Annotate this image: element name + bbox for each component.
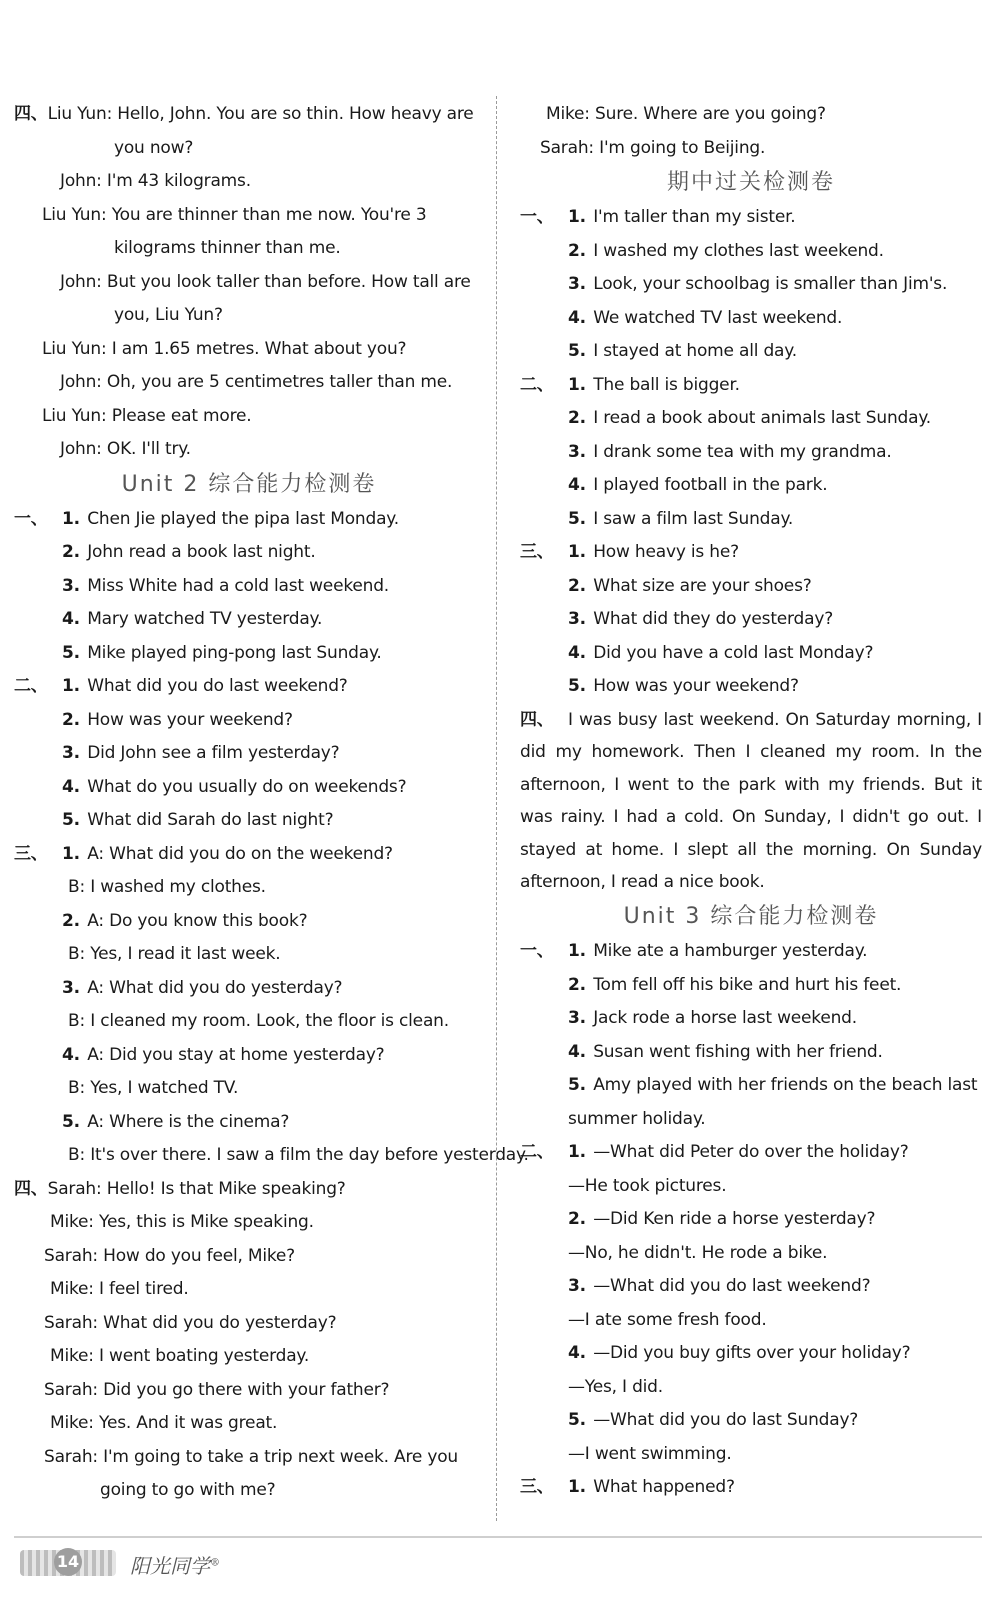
answer-text: you, Liu Yun? bbox=[114, 305, 223, 325]
answer-text: summer holiday. bbox=[568, 1108, 706, 1129]
speaker-label: Liu Yun: bbox=[42, 405, 107, 426]
answer-text: I'm 43 kilograms. bbox=[101, 171, 251, 191]
answer-text: What do you usually do on weekends? bbox=[87, 776, 407, 797]
continuation-line bbox=[520, 1438, 982, 1472]
question-number: 2. bbox=[568, 408, 586, 428]
continuation-line bbox=[520, 1304, 982, 1338]
answer-line bbox=[520, 1404, 982, 1438]
answer-text: How do you feel, Mike? bbox=[97, 1245, 295, 1266]
speaker-label: Sarah: bbox=[44, 1245, 98, 1266]
question-number: 2. bbox=[62, 709, 80, 730]
answer-line bbox=[520, 670, 982, 704]
answer-text: going to go with me? bbox=[100, 1480, 276, 1500]
answer-line bbox=[520, 603, 982, 637]
speaker-label: Mike: bbox=[546, 104, 590, 124]
answer-text: Hello, John. You are so thin. How heavy are bbox=[112, 104, 474, 124]
answer-text: Yes, this is Mike speaking. bbox=[93, 1212, 314, 1232]
section-number: 二、 bbox=[520, 1142, 554, 1163]
answer-text: —Did you buy gifts over your holiday? bbox=[593, 1343, 911, 1364]
answer-line bbox=[520, 637, 982, 671]
answer-text: —I ate some fresh food. bbox=[568, 1309, 767, 1330]
section-heading: 期中过关检测卷 bbox=[666, 170, 835, 195]
question-number: 2. bbox=[568, 1209, 586, 1230]
speaker-label: Liu Yun: bbox=[42, 204, 107, 225]
answer-line bbox=[520, 935, 982, 969]
section-number: 四、 bbox=[14, 104, 48, 124]
question-number: 2. bbox=[568, 240, 586, 261]
answer-text: Hello! Is that Mike speaking? bbox=[101, 1178, 346, 1199]
answer-paragraph bbox=[520, 704, 982, 900]
answer-text: B: Yes, I watched TV. bbox=[68, 1078, 239, 1098]
speaker-label: John: bbox=[60, 171, 102, 191]
answer-line bbox=[14, 737, 484, 771]
answer-text: Tom fell off his bike and hurt his feet. bbox=[593, 974, 902, 995]
answer-line bbox=[520, 1270, 982, 1304]
answer-line bbox=[520, 1036, 982, 1070]
answer-text: Did John see a film yesterday? bbox=[87, 743, 340, 763]
question-number: 4. bbox=[568, 475, 586, 495]
answer-text: Did you go there with your father? bbox=[97, 1379, 390, 1400]
answer-line bbox=[14, 1441, 484, 1475]
answer-line bbox=[520, 335, 982, 369]
answer-line bbox=[14, 1039, 484, 1073]
question-number: 5. bbox=[62, 642, 80, 663]
question-number: 4. bbox=[62, 776, 80, 797]
speaker-label: Sarah: bbox=[44, 1312, 98, 1333]
answer-text: I'm going to take a trip next week. Are you bbox=[97, 1446, 458, 1467]
footer-rule bbox=[14, 1536, 982, 1538]
answer-text: What happened? bbox=[593, 1477, 735, 1498]
continuation-line bbox=[520, 1371, 982, 1405]
answer-line bbox=[520, 1471, 982, 1505]
answer-text: I'm taller than my sister. bbox=[593, 207, 796, 227]
answer-text: I drank some tea with my grandma. bbox=[593, 441, 892, 462]
question-number: 1. bbox=[62, 508, 80, 529]
answer-text: Mike ate a hamburger yesterday. bbox=[593, 941, 868, 962]
question-number: 1. bbox=[568, 542, 586, 562]
answer-line bbox=[14, 1273, 484, 1307]
question-number: 3. bbox=[568, 441, 586, 462]
question-number: 3. bbox=[568, 274, 586, 294]
answer-text: Mary watched TV yesterday. bbox=[87, 609, 323, 629]
speaker-label: Liu Yun: bbox=[42, 338, 107, 359]
answer-text: I read a book about animals last Sunday. bbox=[593, 408, 931, 428]
section-number: 三、 bbox=[520, 542, 554, 562]
answer-text: A: Did you stay at home yesterday? bbox=[87, 1044, 385, 1065]
answer-line bbox=[14, 771, 484, 805]
question-number: 5. bbox=[568, 341, 586, 361]
continuation-line bbox=[14, 938, 484, 972]
brand-name: 阳光同学 bbox=[130, 1554, 210, 1578]
section-heading: Unit 3 综合能力检测卷 bbox=[623, 904, 879, 930]
speaker-label: Sarah: bbox=[540, 137, 594, 158]
answer-text: I feel tired. bbox=[93, 1279, 189, 1299]
answer-text: B: I cleaned my room. Look, the floor is clean. bbox=[68, 1011, 449, 1031]
question-number: 3. bbox=[62, 977, 80, 998]
page-number: 14 bbox=[54, 1548, 82, 1576]
answer-line bbox=[520, 302, 982, 336]
section-number: 三、 bbox=[14, 843, 48, 864]
answer-line bbox=[14, 333, 484, 367]
page-number-badge bbox=[20, 1550, 116, 1576]
question-number: 2. bbox=[568, 974, 586, 995]
answer-line bbox=[520, 201, 982, 235]
question-number: 1. bbox=[568, 1477, 586, 1498]
continuation-line bbox=[14, 232, 484, 266]
answer-text: How heavy is he? bbox=[593, 542, 739, 562]
speaker-label: Sarah: bbox=[44, 1379, 98, 1400]
answer-line bbox=[520, 1337, 982, 1371]
answer-text: How was your weekend? bbox=[593, 676, 799, 696]
question-number: 3. bbox=[568, 1008, 586, 1029]
answer-line bbox=[520, 469, 982, 503]
answer-text: Please eat more. bbox=[106, 405, 252, 426]
section-number: 三、 bbox=[520, 1477, 554, 1498]
speaker-label: Mike: bbox=[50, 1212, 94, 1232]
answer-text: —What did you do last Sunday? bbox=[593, 1410, 859, 1431]
answer-text: —He took pictures. bbox=[568, 1175, 727, 1196]
answer-line bbox=[14, 1106, 484, 1140]
answer-text: I stayed at home all day. bbox=[593, 341, 797, 361]
answer-line bbox=[520, 1136, 982, 1170]
answer-line bbox=[14, 1307, 484, 1341]
answer-text: B: Yes, I read it last week. bbox=[68, 944, 281, 964]
question-number: 3. bbox=[62, 575, 80, 596]
answer-line bbox=[14, 1340, 484, 1374]
answer-text: The ball is bigger. bbox=[593, 374, 740, 395]
question-number: 2. bbox=[62, 910, 80, 931]
answer-line bbox=[14, 165, 484, 199]
answer-text: How was your weekend? bbox=[87, 709, 293, 730]
question-number: 5. bbox=[568, 508, 586, 529]
answer-text: A: Do you know this book? bbox=[87, 910, 308, 931]
left-column bbox=[14, 98, 529, 1508]
answer-text: B: I washed my clothes. bbox=[68, 877, 266, 897]
question-number: 4. bbox=[568, 642, 586, 663]
answer-text: I am 1.65 metres. What about you? bbox=[106, 338, 407, 359]
answer-text: —Yes, I did. bbox=[568, 1376, 663, 1397]
answer-text: I went boating yesterday. bbox=[93, 1346, 310, 1366]
answer-line bbox=[520, 536, 982, 570]
answer-text: You are thinner than me now. You're 3 bbox=[106, 204, 427, 225]
answer-text: A: What did you do on the weekend? bbox=[87, 843, 393, 864]
answer-line bbox=[14, 1374, 484, 1408]
answer-text: What size are your shoes? bbox=[593, 575, 812, 596]
page-footer bbox=[0, 1528, 996, 1588]
section-number: 四、 bbox=[520, 709, 554, 730]
answer-line bbox=[520, 369, 982, 403]
answer-line bbox=[14, 637, 484, 671]
answer-text: kilograms thinner than me. bbox=[114, 238, 341, 258]
answer-text: A: Where is the cinema? bbox=[87, 1111, 290, 1132]
question-number: 5. bbox=[568, 1410, 586, 1431]
answer-line bbox=[520, 503, 982, 537]
question-number: 1. bbox=[568, 374, 586, 395]
speaker-label: John: bbox=[60, 271, 102, 292]
question-number: 3. bbox=[62, 743, 80, 763]
answer-line bbox=[14, 98, 484, 132]
column-divider bbox=[496, 96, 497, 1521]
speaker-label: Sarah: bbox=[47, 1178, 102, 1199]
answer-line bbox=[14, 1206, 484, 1240]
answer-text: —I went swimming. bbox=[568, 1443, 732, 1464]
answer-text: I washed my clothes last weekend. bbox=[593, 240, 884, 261]
continuation-line bbox=[14, 1474, 484, 1508]
section-number: 一、 bbox=[520, 941, 554, 962]
speaker-label: Mike: bbox=[50, 1413, 94, 1433]
speaker-label: Mike: bbox=[50, 1279, 94, 1299]
answer-text: What did Sarah do last night? bbox=[87, 810, 334, 830]
answer-line bbox=[14, 905, 484, 939]
section-number: 一、 bbox=[520, 207, 554, 227]
answer-text: I played football in the park. bbox=[593, 475, 828, 495]
question-number: 2. bbox=[62, 542, 80, 562]
question-number: 3. bbox=[568, 1276, 586, 1297]
continuation-line bbox=[14, 1139, 529, 1173]
continuation-line bbox=[14, 1005, 484, 1039]
answer-line bbox=[14, 1173, 484, 1207]
paragraph-text: I was busy last weekend. On Saturday morning, I did my homework. Then I cleaned my room. In the afternoon, I went to the park with my friends. But it was rainy. I had a cold. On Sunday, I didn't go out. I stayed at home. I slept all the morning. On Sunday afternoon, I read a nice book. bbox=[520, 709, 982, 893]
answer-line bbox=[14, 536, 484, 570]
answer-line bbox=[520, 98, 982, 132]
answer-line bbox=[14, 838, 484, 872]
answer-text: Did you have a cold last Monday? bbox=[593, 642, 874, 663]
answer-text: Amy played with her friends on the beach last bbox=[593, 1075, 978, 1096]
answer-text: Oh, you are 5 centimetres taller than me. bbox=[101, 372, 453, 392]
question-number: 1. bbox=[568, 207, 586, 227]
answer-line bbox=[14, 1407, 484, 1441]
answer-line bbox=[14, 503, 484, 537]
answer-line bbox=[520, 268, 982, 302]
answer-text: —What did Peter do over the holiday? bbox=[593, 1142, 909, 1163]
answer-text: Chen Jie played the pipa last Monday. bbox=[87, 508, 399, 529]
answer-line bbox=[14, 199, 484, 233]
answer-text: I saw a film last Sunday. bbox=[593, 508, 794, 529]
answer-line bbox=[14, 603, 484, 637]
answer-text: —No, he didn't. He rode a bike. bbox=[568, 1242, 828, 1263]
answer-line bbox=[520, 1203, 982, 1237]
question-number: 1. bbox=[62, 676, 80, 696]
question-number: 4. bbox=[62, 1044, 80, 1065]
answer-line bbox=[520, 969, 982, 1003]
answer-line bbox=[520, 402, 982, 436]
question-number: 4. bbox=[62, 609, 80, 629]
continuation-line bbox=[14, 132, 484, 166]
answer-text: B: It's over there. I saw a film the day before yesterday. bbox=[68, 1145, 529, 1165]
answer-line bbox=[14, 670, 484, 704]
answer-line bbox=[14, 433, 484, 467]
continuation-line bbox=[14, 871, 484, 905]
answer-line bbox=[14, 570, 484, 604]
question-number: 3. bbox=[568, 609, 586, 629]
answer-text: But you look taller than before. How tall are bbox=[101, 271, 471, 292]
answer-text: What did you do last weekend? bbox=[87, 676, 348, 696]
answer-text: —What did you do last weekend? bbox=[593, 1276, 871, 1297]
answer-line bbox=[14, 1240, 484, 1274]
question-number: 1. bbox=[62, 843, 80, 864]
answer-text: A: What did you do yesterday? bbox=[87, 977, 343, 998]
question-number: 4. bbox=[568, 1041, 586, 1062]
continuation-line bbox=[520, 1237, 982, 1271]
answer-text: Susan went fishing with her friend. bbox=[593, 1041, 883, 1062]
section-heading: Unit 2 综合能力检测卷 bbox=[121, 471, 377, 497]
answer-line bbox=[520, 1002, 982, 1036]
brand-logo bbox=[130, 1550, 220, 1579]
answer-text: Miss White had a cold last weekend. bbox=[87, 575, 389, 596]
continuation-line bbox=[520, 1103, 982, 1137]
answer-line bbox=[520, 235, 982, 269]
answer-line bbox=[14, 400, 484, 434]
answer-text: I'm going to Beijing. bbox=[593, 137, 766, 158]
answer-text: OK. I'll try. bbox=[101, 439, 191, 459]
section-number: 一、 bbox=[14, 508, 48, 529]
continuation-line bbox=[14, 1072, 484, 1106]
question-number: 5. bbox=[62, 1111, 80, 1132]
question-number: 1. bbox=[568, 941, 586, 962]
answer-line bbox=[520, 1069, 982, 1103]
speaker-label: Mike: bbox=[50, 1346, 94, 1366]
answer-line bbox=[14, 972, 484, 1006]
question-number: 5. bbox=[568, 676, 586, 696]
question-number: 5. bbox=[62, 810, 80, 830]
speaker-label: Sarah: bbox=[44, 1446, 98, 1467]
answer-line bbox=[520, 132, 982, 166]
answer-text: Jack rode a horse last weekend. bbox=[593, 1008, 857, 1029]
answer-text: John read a book last night. bbox=[87, 542, 316, 562]
question-number: 5. bbox=[568, 1075, 586, 1096]
right-column bbox=[520, 98, 982, 1505]
continuation-line bbox=[520, 1170, 982, 1204]
answer-text: —Did Ken ride a horse yesterday? bbox=[593, 1209, 876, 1230]
question-number: 2. bbox=[568, 575, 586, 596]
registered-mark: ® bbox=[210, 1557, 220, 1569]
answer-line bbox=[14, 804, 484, 838]
answer-text: What did you do yesterday? bbox=[97, 1312, 337, 1333]
question-number: 4. bbox=[568, 1343, 586, 1364]
answer-line bbox=[520, 570, 982, 604]
answer-text: We watched TV last weekend. bbox=[593, 307, 843, 328]
question-number: 1. bbox=[568, 1142, 586, 1163]
answer-text: Yes. And it was great. bbox=[93, 1413, 278, 1433]
speaker-label: John: bbox=[60, 439, 102, 459]
answer-text: Look, your schoolbag is smaller than Jim's. bbox=[593, 274, 948, 294]
section-number: 二、 bbox=[14, 676, 48, 696]
answer-line bbox=[520, 436, 982, 470]
answer-text: Sure. Where are you going? bbox=[589, 104, 826, 124]
continuation-line bbox=[14, 299, 484, 333]
speaker-label: Liu Yun: bbox=[47, 104, 113, 124]
answer-text: Mike played ping-pong last Sunday. bbox=[87, 642, 382, 663]
answer-line bbox=[14, 704, 484, 738]
section-number: 四、 bbox=[14, 1178, 48, 1199]
section-number: 二、 bbox=[520, 374, 554, 395]
answer-text: What did they do yesterday? bbox=[593, 609, 834, 629]
speaker-label: John: bbox=[60, 372, 102, 392]
question-number: 4. bbox=[568, 307, 586, 328]
answer-line bbox=[14, 366, 484, 400]
answer-line bbox=[14, 266, 484, 300]
answer-text: you now? bbox=[114, 137, 194, 158]
